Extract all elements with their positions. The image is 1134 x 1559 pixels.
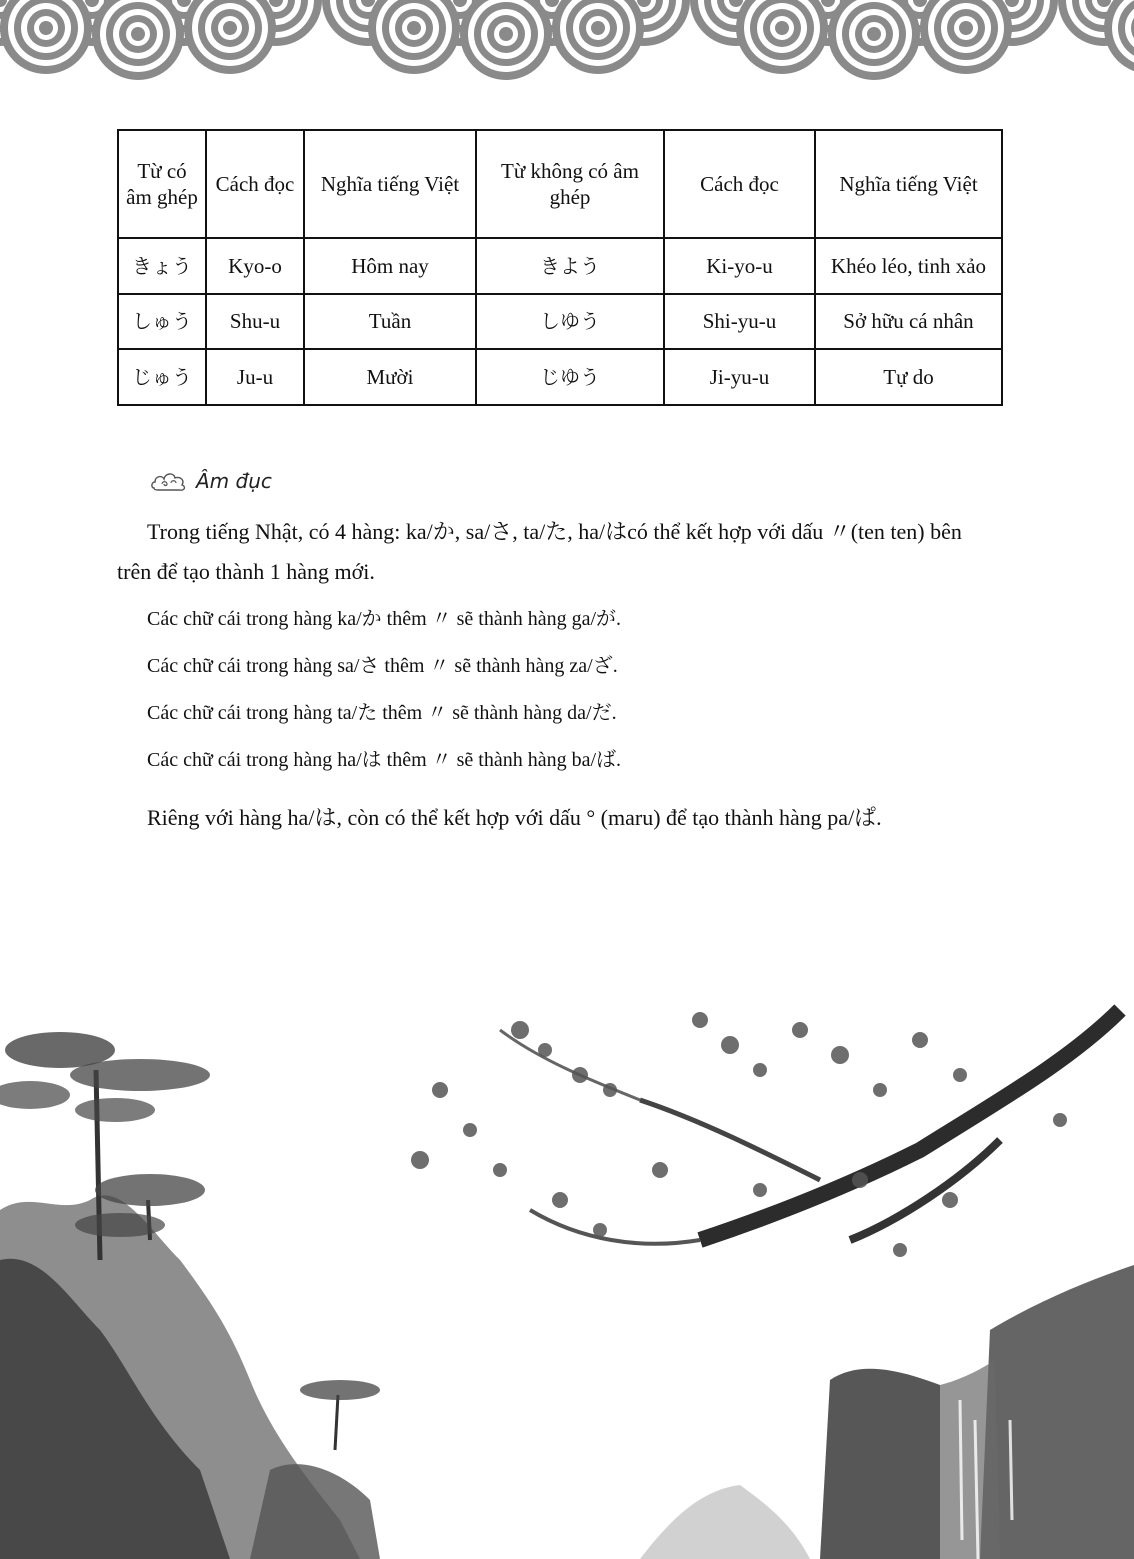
table-cell: Mười: [304, 349, 476, 405]
blossom-branch: [411, 1010, 1120, 1257]
table-cell: Ji-yu-u: [664, 349, 815, 405]
intro-paragraph: [117, 512, 987, 592]
table-cell: Kyo-o: [206, 238, 304, 294]
table-cell: Shu-u: [206, 294, 304, 350]
table-cell: じゆう: [476, 349, 664, 405]
closing-paragraph: [117, 798, 997, 838]
table-cell: Ju-u: [206, 349, 304, 405]
table-row: [118, 349, 1002, 405]
section-heading: [150, 464, 272, 498]
table-cell: Sở hữu cá nhân: [815, 294, 1002, 350]
table-cell: きよう: [476, 238, 664, 294]
table-row: [118, 238, 1002, 294]
section-title: Âm đục: [196, 469, 272, 493]
header-cell: Từ không có âm ghép: [476, 130, 664, 238]
wave-pattern-border: [0, 0, 1134, 80]
table-cell: じゅう: [118, 349, 206, 405]
closing-text: Riêng với hàng ha/は, còn có thể kết hợp với dấu ° (maru) để tạo thành hàng pa/ぱ.: [147, 805, 882, 830]
cloud-icon: [150, 468, 188, 494]
table-cell: Tuần: [304, 294, 476, 350]
rule-item: Các chữ cái trong hàng ha/は thêm 〃 sẽ thành hàng ba/ば.: [147, 749, 622, 771]
header-cell: Nghĩa tiếng Việt: [304, 130, 476, 238]
table-cell: Tự do: [815, 349, 1002, 405]
rule-item: Các chữ cái trong hàng sa/さ thêm 〃 sẽ thành hàng za/ざ.: [147, 655, 618, 677]
table-cell: Hôm nay: [304, 238, 476, 294]
header-cell: Từ có âm ghép: [118, 130, 206, 238]
header-cell: Nghĩa tiếng Việt: [815, 130, 1002, 238]
header-cell: Cách đọc: [664, 130, 815, 238]
distant-mountain: [640, 1485, 810, 1559]
rule-item: Các chữ cái trong hàng ka/か thêm 〃 sẽ thành hàng ga/が.: [147, 608, 622, 630]
left-cliff: [0, 1195, 380, 1559]
table-cell: しゅう: [118, 294, 206, 350]
header-cell: Cách đọc: [206, 130, 304, 238]
table-row: [118, 294, 1002, 350]
table-cell: Khéo léo, tinh xảo: [815, 238, 1002, 294]
intro-text: Trong tiếng Nhật, có 4 hàng: ka/か, sa/さ, ta/た, ha/はcó thể kết hợp với dấu 〃(ten ten) bên trên để tạo thành 1 hàng mới.: [117, 519, 962, 584]
table-cell: Ki-yo-u: [664, 238, 815, 294]
table-cell: しゆう: [476, 294, 664, 350]
rule-item: Các chữ cái trong hàng ta/た thêm 〃 sẽ thành hàng da/だ.: [147, 702, 617, 724]
right-cliffs: [820, 1265, 1134, 1559]
table-cell: きょう: [118, 238, 206, 294]
vocabulary-table: [117, 129, 1003, 406]
table-header-row: [118, 130, 1002, 238]
table-cell: Shi-yu-u: [664, 294, 815, 350]
ink-wash-landscape-illustration: [0, 1000, 1134, 1559]
